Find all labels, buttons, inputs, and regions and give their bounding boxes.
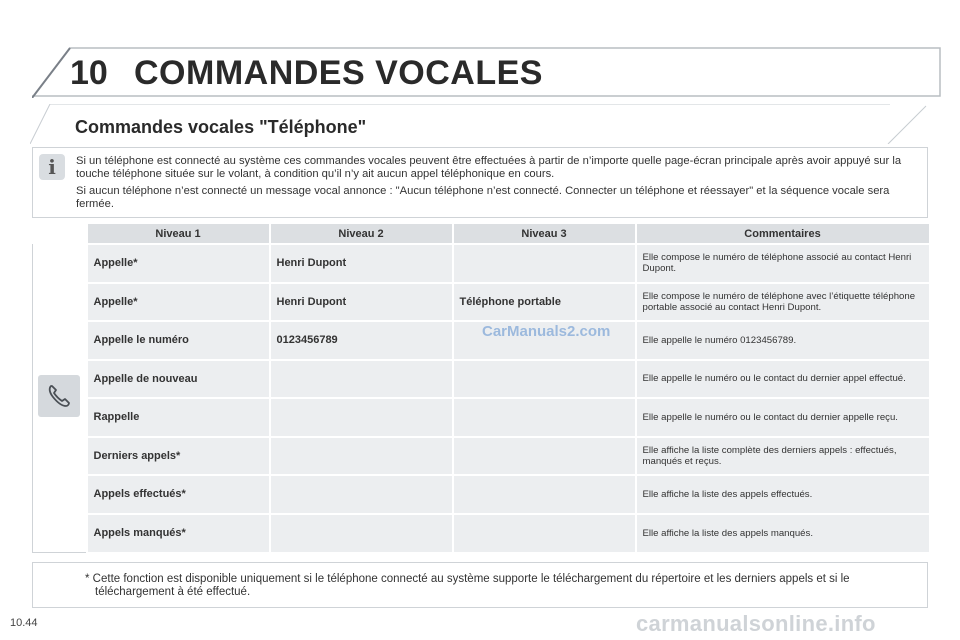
row-5-niveau-2: [270, 398, 453, 437]
row-4-niveau-1: Appelle de nouveau: [87, 360, 270, 399]
row-6-niveau-3: [453, 437, 636, 476]
row-4-niveau-3: [453, 360, 636, 399]
row-8-comment: Elle affiche la liste des appels manqués.: [636, 514, 929, 553]
row-2-niveau-3: Téléphone portable: [453, 283, 636, 322]
table-row: [33, 398, 929, 437]
page-number: 10.44: [10, 617, 38, 629]
watermark-carmanuals2: CarManuals2.com: [482, 323, 611, 340]
row-7-niveau-2: [270, 475, 453, 514]
chapter-number: 10: [70, 54, 108, 92]
row-5-niveau-3: [453, 398, 636, 437]
table-header-niveau-1: Niveau 1: [87, 224, 270, 244]
row-3-niveau-1: Appelle le numéro: [87, 321, 270, 360]
chapter-header: [32, 46, 942, 98]
table-row: [33, 321, 929, 360]
phone-icon: [38, 375, 80, 417]
table-header-niveau-3: Niveau 3: [453, 224, 636, 244]
info-paragraph-1: Si un téléphone est connecté au système ces commandes vocales peuvent être effectuées à partir de n’importe quelle page-écran principale après avoir appuyé sur la touche téléphone située sur le volant, à condition qu’il n’y ait aucun appel téléphonique en cours.: [76, 155, 902, 180]
table-row: [33, 475, 929, 514]
chapter-title: COMMANDES VOCALES: [134, 54, 543, 92]
table-row: [33, 514, 929, 553]
row-1-niveau-3: [453, 244, 636, 283]
footnote-box: [32, 562, 928, 608]
row-1-niveau-2: Henri Dupont: [270, 244, 453, 283]
row-2-niveau-1: Appelle*: [87, 283, 270, 322]
row-7-niveau-1: Appels effectués*: [87, 475, 270, 514]
row-4-comment: Elle appelle le numéro ou le contact du dernier appel effectué.: [636, 360, 929, 399]
section-title: Commandes vocales "Téléphone": [75, 117, 367, 137]
row-2-comment: Elle compose le numéro de téléphone avec l’étiquette téléphone portable associé au contact Henri Dupont.: [636, 283, 929, 322]
table-row: [33, 360, 929, 399]
footnote-text: * Cette fonction est disponible uniquement si le téléphone connecté au système supporte le téléchargement du répertoire et les derniers appels et si le téléchargement à été effectué.: [85, 573, 850, 598]
info-text: [76, 155, 921, 210]
table-header-niveau-2: Niveau 2: [270, 224, 453, 244]
row-2-niveau-2: Henri Dupont: [270, 283, 453, 322]
row-5-niveau-1: Rappelle: [87, 398, 270, 437]
row-4-niveau-2: [270, 360, 453, 399]
info-paragraph-2: Si aucun téléphone n’est connecté un message vocal annonce : "Aucun téléphone n’est connecté. Connecter un téléphone et réessayer" et la séquence vocale sera fermée.: [76, 185, 890, 210]
row-1-niveau-1: Appelle*: [87, 244, 270, 283]
table-row: [33, 437, 929, 476]
info-box: [32, 147, 928, 218]
row-8-niveau-3: [453, 514, 636, 553]
table-header-row: [33, 224, 929, 244]
row-6-niveau-1: Derniers appels*: [87, 437, 270, 476]
row-3-comment: Elle appelle le numéro 0123456789.: [636, 321, 929, 360]
row-7-niveau-3: [453, 475, 636, 514]
table-row: [33, 283, 929, 322]
row-1-comment: Elle compose le numéro de téléphone associé au contact Henri Dupont.: [636, 244, 929, 283]
row-8-niveau-1: Appels manqués*: [87, 514, 270, 553]
info-icon: i: [39, 154, 65, 180]
row-5-comment: Elle appelle le numéro ou le contact du dernier appelle reçu.: [636, 398, 929, 437]
table-header-blank: [33, 224, 87, 244]
row-3-niveau-2: 0123456789: [270, 321, 453, 360]
voice-commands-table: [32, 224, 929, 553]
row-6-comment: Elle affiche la liste complète des derniers appels : effectués, manqués et reçus.: [636, 437, 929, 476]
row-7-comment: Elle affiche la liste des appels effectués.: [636, 475, 929, 514]
table-header-commentaires: Commentaires: [636, 224, 929, 244]
watermark-carmanualsonline: carmanualsonline.info: [636, 611, 876, 636]
table-row: [33, 244, 929, 283]
row-6-niveau-2: [270, 437, 453, 476]
phone-icon-cell: [33, 244, 87, 552]
row-8-niveau-2: [270, 514, 453, 553]
